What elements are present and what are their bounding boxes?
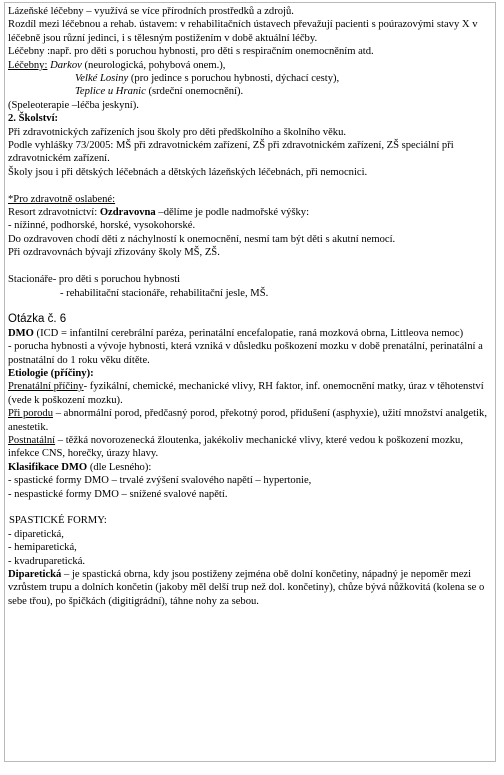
text-span: (neurologická, pohybová onem.), [84,59,226,71]
spacer [8,300,492,313]
list-item: - hemiparetická, [8,542,77,554]
text-span: - fyzikální, chemické, mechanické vlivy, RH faktor, inf. onemocnění matky, úraz v těhotenství (vede k poškození mozku). [8,381,484,406]
text-paragraph: Podle vyhlášky 73/2005: MŠ při zdravotnickém zařízení, ZŠ při zdravotnickém zařízení, ZŠ speciální při zdravotnickém zařízení. [8,140,454,165]
list-item: - kvadruparetická. [8,555,86,567]
term-dmo: DMO [8,327,34,339]
term-klasifikace: Klasifikace DMO [8,461,88,473]
text-span: (srdeční onemocnění). [148,86,244,98]
text-line: Stacionáře- pro děti s poruchou hybnosti [8,274,181,286]
name-darkov: Darkov [50,59,82,71]
text-line [8,206,492,219]
subheading: SPASTICKÉ FORMY: [9,515,107,527]
section-heading: 2. Školství: [8,113,59,125]
text-line [8,461,492,474]
text-span: –dělíme je podle nadmořské výšky: [158,207,310,219]
text-paragraph: - porucha hybnosti a vývoje hybnosti, která vzniká v důsledku poškození mozku v době prenatální, perinatální a postnatální do 1 roku věku dítěte. [8,341,483,366]
name-teplice: Teplice u Hranic [75,86,146,98]
subheading: *Pro zdravotně oslabené: [8,193,116,205]
text-line: Školy jsou i při dětských léčebnách a dětských lázeňských léčebnách, při nemocnici. [8,166,368,178]
text-span: – těžká novorozenecká žloutenka, jakékoliv mechanické vlivy, které vedou k poškození mozku, infekce CNS, horečky, úrazy hlavy. [8,434,464,460]
text-paragraph [8,380,492,407]
text-line: Lázeňské léčebny – využívá se více přírodních prostředků a zdrojů. [8,6,294,17]
spacer [8,260,492,273]
text-line: - rehabilitační stacionáře, rehabilitační jesle, MŠ. [60,287,269,299]
question-heading: Otázka č. 6 [8,313,67,326]
text-paragraph: Rozdíl mezi léčebnou a rehab. ústavem: v rehabilitačních ústavech převažují pacienti s poúrazovými stavy X v léčebně jsou různí jedinci, i s tělesným postižením v době aktuální léčby. [8,19,478,44]
text-span: – abnormální porod, předčasný porod, překotný porod, přidušení (asphyxie), užití množství analgetik, anestetik. [8,408,487,433]
text-span: (dle Lesného): [89,461,152,473]
text-line: Léčebny :např. pro děti s poruchou hybnosti, pro děti s respiračním onemocněním atd. [8,46,374,58]
text-line: (Speleoterapie –léčba jeskyní). [8,99,139,111]
text-span: (ICD = infantilní cerebrální paréza, perinatální encefalopatie, raná mozková obrna, Littleova nemoc) [36,327,464,339]
document-page [4,2,496,762]
spacer [8,179,492,192]
term-postnatal: Postnatální [8,434,56,446]
label-lecebny: Léčebny: [8,59,48,71]
text-paragraph [8,568,492,608]
text-line [8,72,492,85]
text-line [8,59,492,72]
term-ozdravovna: Ozdravovna [99,207,156,219]
text-line: Do ozdravoven chodí děti z náchylností k onemocnění, nesmí tam být děti s akutní nemocí. [8,233,396,245]
text-paragraph [8,434,492,461]
list-item: - diparetická, [8,528,64,540]
section-heading: Etiologie (příčiny): [8,367,94,379]
text-line: - nespastické formy DMO – snížené svalové napětí. [8,488,228,500]
text-line [8,85,492,98]
text-span: (pro jedince s poruchou hybnosti, dýchací cesty), [130,73,340,85]
text-paragraph [8,327,492,340]
text-line: - spastické formy DMO – trvalé zvýšení svalového napětí – hypertonie, [8,475,312,487]
name-velke-losiny: Velké Losiny [75,73,129,85]
text-paragraph [8,407,492,434]
text-line: Při ozdravovnách bývají zřizovány školy MŠ, ZŠ. [8,247,220,259]
text-span: Resort zdravotnictví: [8,207,98,219]
text-line: - nížinné, podhorské, horské, vysokohorské. [8,220,196,232]
term-perinatal: Při porodu [8,408,54,420]
text-line: Při zdravotnických zařízeních jsou školy pro děti předškolního a školního věku. [8,126,347,138]
term-prenatal: Prenatální příčiny [8,381,84,393]
term-diparetic: Diparetická [8,569,62,580]
spacer [8,501,492,514]
text-span: – je spastická obrna, kdy jsou postiženy zejména obě dolní končetiny, nápadný je nepoměr mezi vzrůstem trupu a dolních končetin (jakoby měl delší trup než dol. končetiny), chůze bývá nůžkovitá (kolena se o sebe třou), po špičkách (digitigrádní), táhne nohy za sebou. [8,569,485,607]
